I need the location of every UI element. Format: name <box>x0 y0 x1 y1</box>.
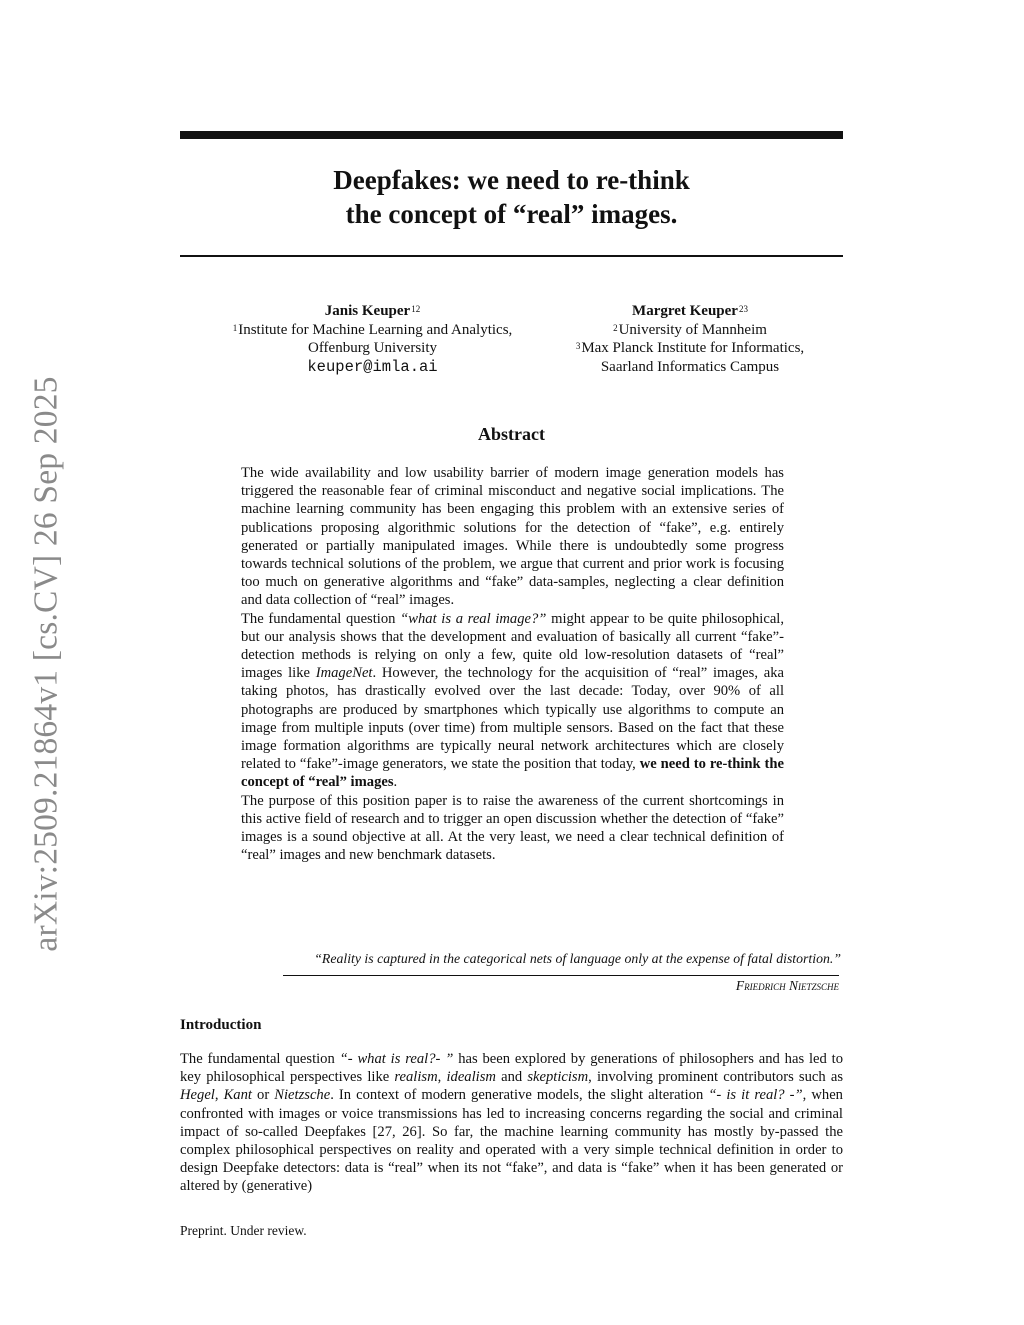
author-email[interactable]: keuper@imla.ai <box>307 357 438 376</box>
affiliation: Max Planck Institute for Informatics, <box>581 340 805 356</box>
epigraph-author: Friedrich Nietzsche <box>735 978 839 993</box>
introduction-body <box>180 1050 843 1196</box>
page-footer-note: Preprint. Under review. <box>180 1223 307 1238</box>
abstract-heading: Abstract <box>478 424 545 444</box>
epigraph-rule <box>283 975 839 976</box>
section-heading-introduction: Introduction <box>180 1017 262 1033</box>
affiliation-mark: 3 <box>575 341 581 351</box>
author-name: Margret Keuper <box>632 303 738 319</box>
paper-title <box>180 163 843 231</box>
author-affiliation-marks: 23 <box>738 304 748 314</box>
introduction-paragraph: The fundamental question “- what is real?- ” has been explored by generations of philosophers and has led to key philosophical perspectives like realism, idealism and skepticism, involving prominent contributors such as Hegel, Kant or Nietzsche. In context of modern generative models, the slight alteration “- is it real? -”, when confronted with images or voice transmissions has led to increasing concerns regarding the social and criminal impact of so-called Deepfakes [27, 26]. So far, the machine learning community has mostly by-passed the complex philosophical perspectives on reality and operated with a very simple technical definition in order to design Deepfake detectors: data is “real” when its not “fake”, and data is “fake” when it has been generated or altered by (generative) <box>180 1051 844 1195</box>
author-name: Janis Keuper <box>324 303 411 319</box>
author-block-1 <box>200 302 545 376</box>
abstract-paragraph-1: The wide availability and low usability barrier of modern image generation models has triggered the reasonable fear of criminal misconduct and negative social implications. The machine learning community has been engaging this problem with an extensive series of publications proposing algorithmic solutions for the detection of “fake”, e.g. entirely generated or partially manipulated images. While there is undoubtedly some progress towards technical solutions of the problem, we argue that current and prior work is focusing too much on generative algorithms and “fake” data-samples, neglecting a clear definition and data collection of “real” images. <box>241 465 784 609</box>
epigraph-quote: “Reality is captured in the categorical nets of language only at the expense of fatal distortion.” <box>314 951 841 966</box>
title-bottom-rule <box>180 255 843 257</box>
abstract-paragraph-3: The purpose of this position paper is to raise the awareness of the current shortcomings in this active field of research and to trigger an open discussion whether the detection of “fake” images is a sound objective at all. At the very least, we need a clear technical definition of “real” images and new benchmark datasets. <box>241 792 784 864</box>
affiliation: Saarland Informatics Campus <box>600 358 780 375</box>
title-top-rule <box>180 131 843 139</box>
title-line-2: the concept of “real” images. <box>345 199 678 229</box>
affiliation-mark: 1 <box>232 322 238 333</box>
author-block-2 <box>545 302 835 376</box>
title-line-1: Deepfakes: we need to re-think <box>333 165 690 195</box>
arxiv-identifier: arXiv:2509.21864v1 [cs.CV] 26 Sep 2025 <box>27 376 65 952</box>
abstract-paragraph-2: The fundamental question “what is a real image?” might appear to be quite philosophical, but our analysis shows that the development and evaluation of basically all current “fake”-detection methods is relying on only a few, quite old low-resolution datasets of “real” images like ImageNet. However, the technology for the acquisition of “real” images, aka taking photos, has drastically evolved over the last decade: Today, over 90% of all photographs are produced by smartphones which typically use algorithms to compute an image from multiple inputs (over time) from multiple sensors. Based on the fact that these image formation algorithms are typically neural network architectures which are closely related to “fake”-image generators, we state the position that today, we need to re-think the concept of “real” images. <box>241 610 785 791</box>
affiliation: Offenburg University <box>307 340 437 356</box>
affiliation: University of Mannheim <box>618 321 767 338</box>
affiliation-mark: 2 <box>613 322 618 333</box>
arxiv-identifier-stamp <box>19 372 74 956</box>
abstract-body <box>241 464 784 864</box>
author-affiliation-marks: 12 <box>411 304 421 314</box>
affiliation: Institute for Machine Learning and Analytics, <box>238 321 513 338</box>
